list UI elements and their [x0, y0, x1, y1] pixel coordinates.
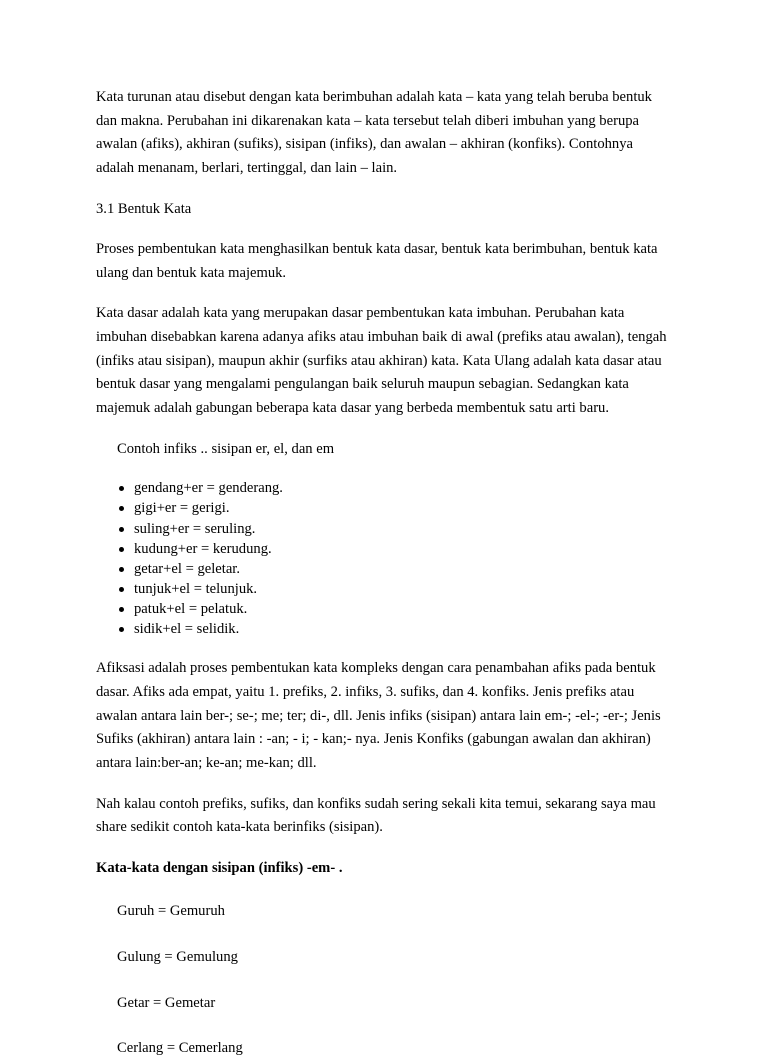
list-item: kudung+er = kerudung.	[134, 539, 672, 559]
infiks-list	[96, 478, 672, 639]
list-item: suling+er = seruling.	[134, 519, 672, 539]
kata-dasar-paragraph: Kata dasar adalah kata yang merupakan dasar pembentukan kata imbuhan. Perubahan kata imbuhan disebabkan karena adanya afiks atau imbuhan baik di awal (prefiks atau awalan), tengah (infiks atau sisipan), maupun akhir (surfiks atau akhiran) kata. Kata Ulang adalah kata dasar atau bentuk dasar yang mengalami pengulangan baik seluruh maupun sebagian. Sedangkan kata majemuk adalah gabungan beberapa kata dasar yang berbeda membentuk satu arti baru.	[96, 305, 667, 417]
list-item: gigi+er = gerigi.	[134, 498, 672, 518]
nah-kalau-paragraph: Nah kalau contoh prefiks, sufiks, dan konfiks sudah sering sekali kita temui, sekarang saya mau share sedikit contoh kata-kata berinfiks (sisipan).	[96, 795, 656, 836]
afiksasi-paragraph: Afiksasi adalah proses pembentukan kata kompleks dengan cara penambahan afiks pada bentuk dasar. Afiks ada empat, yaitu 1. prefiks, 2. infiks, 3. sufiks, dan 4. konfiks. Jenis prefiks atau awalan antara lain ber-; se-; me; ter; di-, dll. Jenis infiks (sisipan) antara lain em-; -el-; -er-; Jenis Sufiks (akhiran) antara lain : -an; - i; - kan;- nya. Jenis Konfiks (gabungan awalan dan akhiran) antara lain:ber-an; ke-an; me-kan; dll.	[96, 660, 661, 771]
em-example: Gulung = Gemulung	[117, 949, 238, 966]
section-heading-3-1: 3.1 Bentuk Kata	[96, 200, 192, 217]
contoh-infiks-label: Contoh infiks .. sisipan er, el, dan em	[117, 440, 335, 457]
proses-paragraph: Proses pembentukan kata menghasilkan bentuk kata dasar, bentuk kata berimbuhan, bentuk kata ulang dan bentuk kata majemuk.	[96, 241, 658, 281]
list-item: gendang+er = genderang.	[134, 478, 672, 498]
em-example: Getar = Gemetar	[117, 994, 216, 1011]
em-example: Guruh = Gemuruh	[117, 903, 225, 920]
list-item: getar+el = geletar.	[134, 559, 672, 579]
intro-paragraph: Kata turunan atau disebut dengan kata berimbuhan adalah kata – kata yang telah beruba bentuk dan makna. Perubahan ini dikarenakan kata – kata tersebut telah diberi imbuhan yang berupa awalan (afiks), akhiran (sufiks), sisipan (infiks), dan awalan – akhiran (konfiks). Contohnya adalah menanam, berlari, tertinggal, dan lain – lain.	[96, 89, 652, 176]
list-item: sidik+el = selidik.	[134, 619, 672, 639]
list-item: tunjuk+el = telunjuk.	[134, 579, 672, 599]
list-item: patuk+el = pelatuk.	[134, 599, 672, 619]
em-example: Cerlang = Cemerlang	[117, 1040, 243, 1057]
sisipan-em-heading: Kata-kata dengan sisipan (infiks) -em- .	[96, 859, 343, 876]
